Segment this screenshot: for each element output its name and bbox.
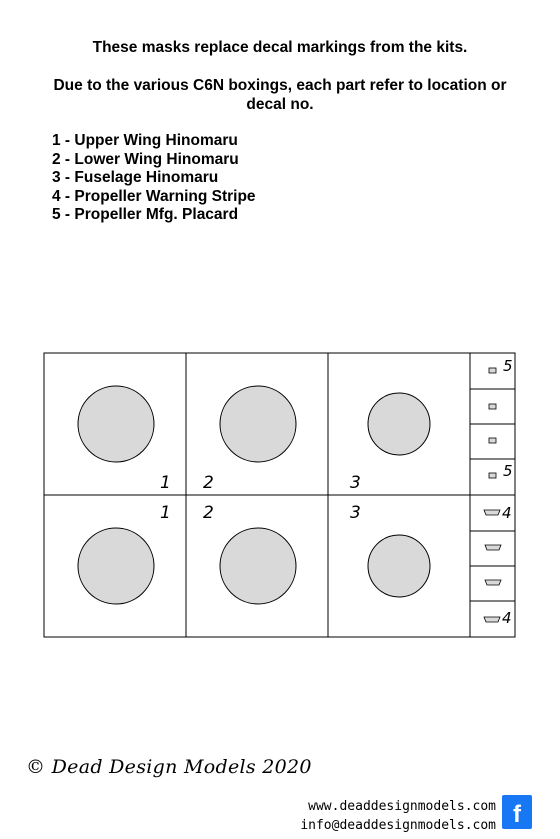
intro-heading: These masks replace decal markings from the kits. [92, 39, 468, 56]
part-number: 2 [203, 503, 214, 523]
placard-mask [489, 404, 496, 409]
legend-item: 3 - Fuselage Hinomaru [52, 169, 219, 187]
strip-number: 4 [502, 504, 512, 522]
part-number: 1 [160, 473, 171, 493]
part-number: 2 [203, 473, 214, 493]
part-number: 1 [160, 503, 171, 523]
strip-number: 5 [503, 462, 513, 480]
email-link[interactable]: info@deaddesignmodels.com [300, 818, 496, 833]
warning-stripe-mask [484, 510, 500, 515]
contact-info [300, 797, 496, 835]
legend-item: 1 - Upper Wing Hinomaru [52, 132, 238, 149]
placard-mask [489, 368, 496, 373]
boxing-note: Due to the various C6N boxings, each part refer to location or decal no. [53, 77, 507, 113]
legend-item: 4 - Propeller Warning Stripe [52, 187, 256, 205]
placard-mask [489, 473, 496, 478]
part-number: 3 [350, 503, 361, 523]
legend-item: 2 - Lower Wing Hinomaru [52, 150, 239, 168]
upper-wing-hinomaru-mask [78, 386, 154, 462]
lower-wing-hinomaru-mask [220, 386, 296, 462]
copyright-notice: © Dead Design Models 2020 [26, 756, 312, 778]
warning-stripe-mask [485, 545, 501, 550]
upper-wing-hinomaru-mask [78, 528, 154, 604]
placard-mask [489, 438, 496, 443]
strip-number: 5 [503, 357, 513, 375]
lower-wing-hinomaru-mask [220, 528, 296, 604]
facebook-icon[interactable]: f [502, 795, 532, 829]
strip-number: 4 [502, 609, 512, 627]
warning-stripe-mask [484, 617, 500, 622]
legend-item: 5 - Propeller Mfg. Placard [52, 206, 239, 224]
website-link[interactable]: www.deaddesignmodels.com [308, 799, 496, 814]
warning-stripe-mask [485, 580, 501, 585]
fuselage-hinomaru-mask [368, 535, 430, 597]
part-number: 3 [350, 473, 361, 493]
fuselage-hinomaru-mask [368, 393, 430, 455]
